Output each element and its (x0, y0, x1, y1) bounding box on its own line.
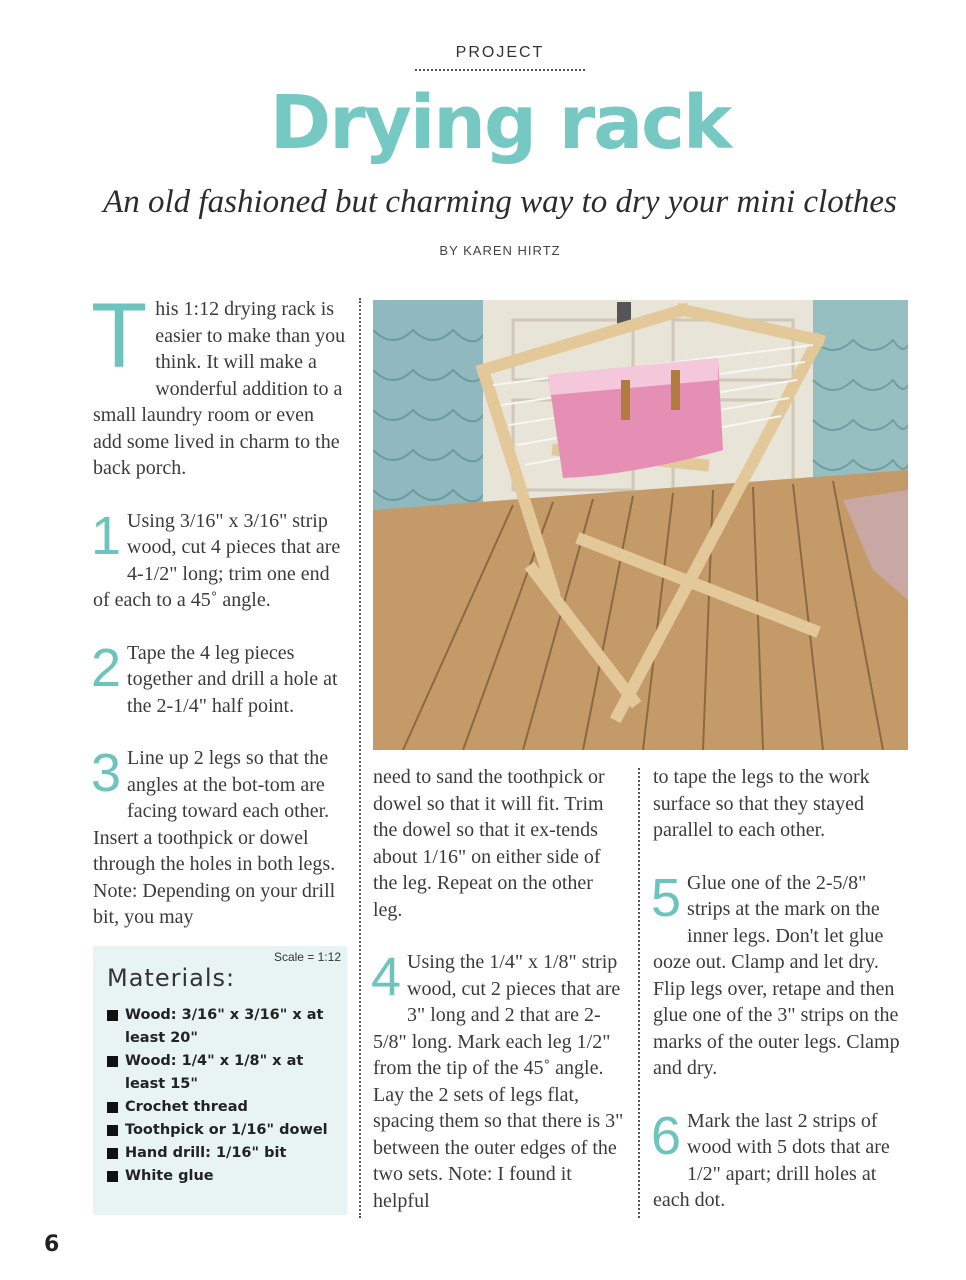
step-number: 1 (91, 505, 122, 566)
list-item: Toothpick or 1/16" dowel (107, 1119, 343, 1142)
list-item: Crochet thread (107, 1096, 343, 1119)
materials-box (93, 946, 347, 1215)
step-text: Using the 1/4" x 1/8" strip wood, cut 2 pieces that are 3" long and 2 that are 2-5/8" long. Mark each leg 1/2" from the tip of the 45˚ angle. Lay the 2 sets of legs flat, spacing them so that there is 3" between the outer edges of the two sets. Note: I found it helpful (373, 951, 624, 1212)
step-4 (373, 949, 627, 1214)
step-text: Glue one of the 2-5/8" strips at the mark on the inner legs. Don't let glue ooze out. Clamp and let dry. Flip legs over, retape and then glue one of the 3" strips on the marks of the outer legs. Clamp and dry. (653, 871, 900, 1079)
step-text: Tape the 4 leg pieces together and drill a hole at the 2-1/4" half point. (127, 641, 338, 717)
step-text: Line up 2 legs so that the angles at the bot-tom are facing toward each other. Insert a toothpick or dowel through the holes in both legs. Note: Depending on your drill bit, you may (93, 747, 336, 928)
scale-note: Scale = 1:12 (273, 950, 341, 964)
step-number: 5 (651, 867, 682, 928)
step-text: Mark the last 2 strips of wood with 5 dots that are 1/2" apart; drill holes at each dot. (653, 1109, 890, 1211)
step-3-continued (373, 764, 627, 923)
column-3 (653, 764, 909, 1240)
materials-list (107, 1004, 343, 1188)
step-6 (651, 1105, 909, 1214)
step-number: 6 (651, 1105, 682, 1166)
step-number: 2 (91, 637, 122, 698)
list-item: Wood: 1/4" x 1/8" x at least 15" (107, 1050, 343, 1096)
step-text: need to sand the toothpick or dowel so that it will fit. Trim the dowel so that it ex-tends about 1/16" on either side of the leg. Repeat on the other leg. (373, 766, 605, 921)
intro-paragraph (91, 285, 347, 482)
step-text: to tape the legs to the work surface so that they stayed parallel to each other. (653, 766, 870, 841)
column-divider (638, 768, 640, 1218)
step-text: Using 3/16" x 3/16" strip wood, cut 4 pieces that are 4-1/2" long; trim one end of each to a 45˚ angle. (93, 509, 341, 611)
materials-heading: Materials: (107, 964, 236, 992)
step-2 (91, 637, 347, 720)
intro-text: his 1:12 drying rack is easier to make than you think. It will make a wonderful addition to a small laundry room or even add some lived in charm to the back porch. (93, 298, 346, 479)
column-divider (359, 298, 361, 1218)
step-5 (651, 867, 909, 1082)
page-number: 6 (44, 1232, 60, 1257)
step-3 (93, 745, 347, 931)
kicker-dotted-rule (415, 69, 585, 71)
list-item: Wood: 3/16" x 3/16" x at least 20" (107, 1004, 343, 1050)
article-subtitle: An old fashioned but charming way to dry your mini clothes (103, 184, 897, 220)
intro-dropcap: T (91, 285, 148, 387)
article-title: Drying rack (269, 80, 731, 166)
step-number: 3 (91, 743, 122, 803)
step-1 (91, 505, 347, 614)
list-item: Hand drill: 1/16" bit (107, 1142, 343, 1165)
drying-rack-photo (373, 300, 908, 750)
step-number: 4 (371, 947, 402, 1007)
section-kicker: PROJECT (455, 44, 545, 61)
byline: BY KAREN HIRTZ (439, 243, 561, 258)
list-item: White glue (107, 1165, 343, 1188)
column-2 (373, 764, 627, 1240)
step-4-continued (653, 764, 909, 844)
column-1 (91, 285, 347, 957)
